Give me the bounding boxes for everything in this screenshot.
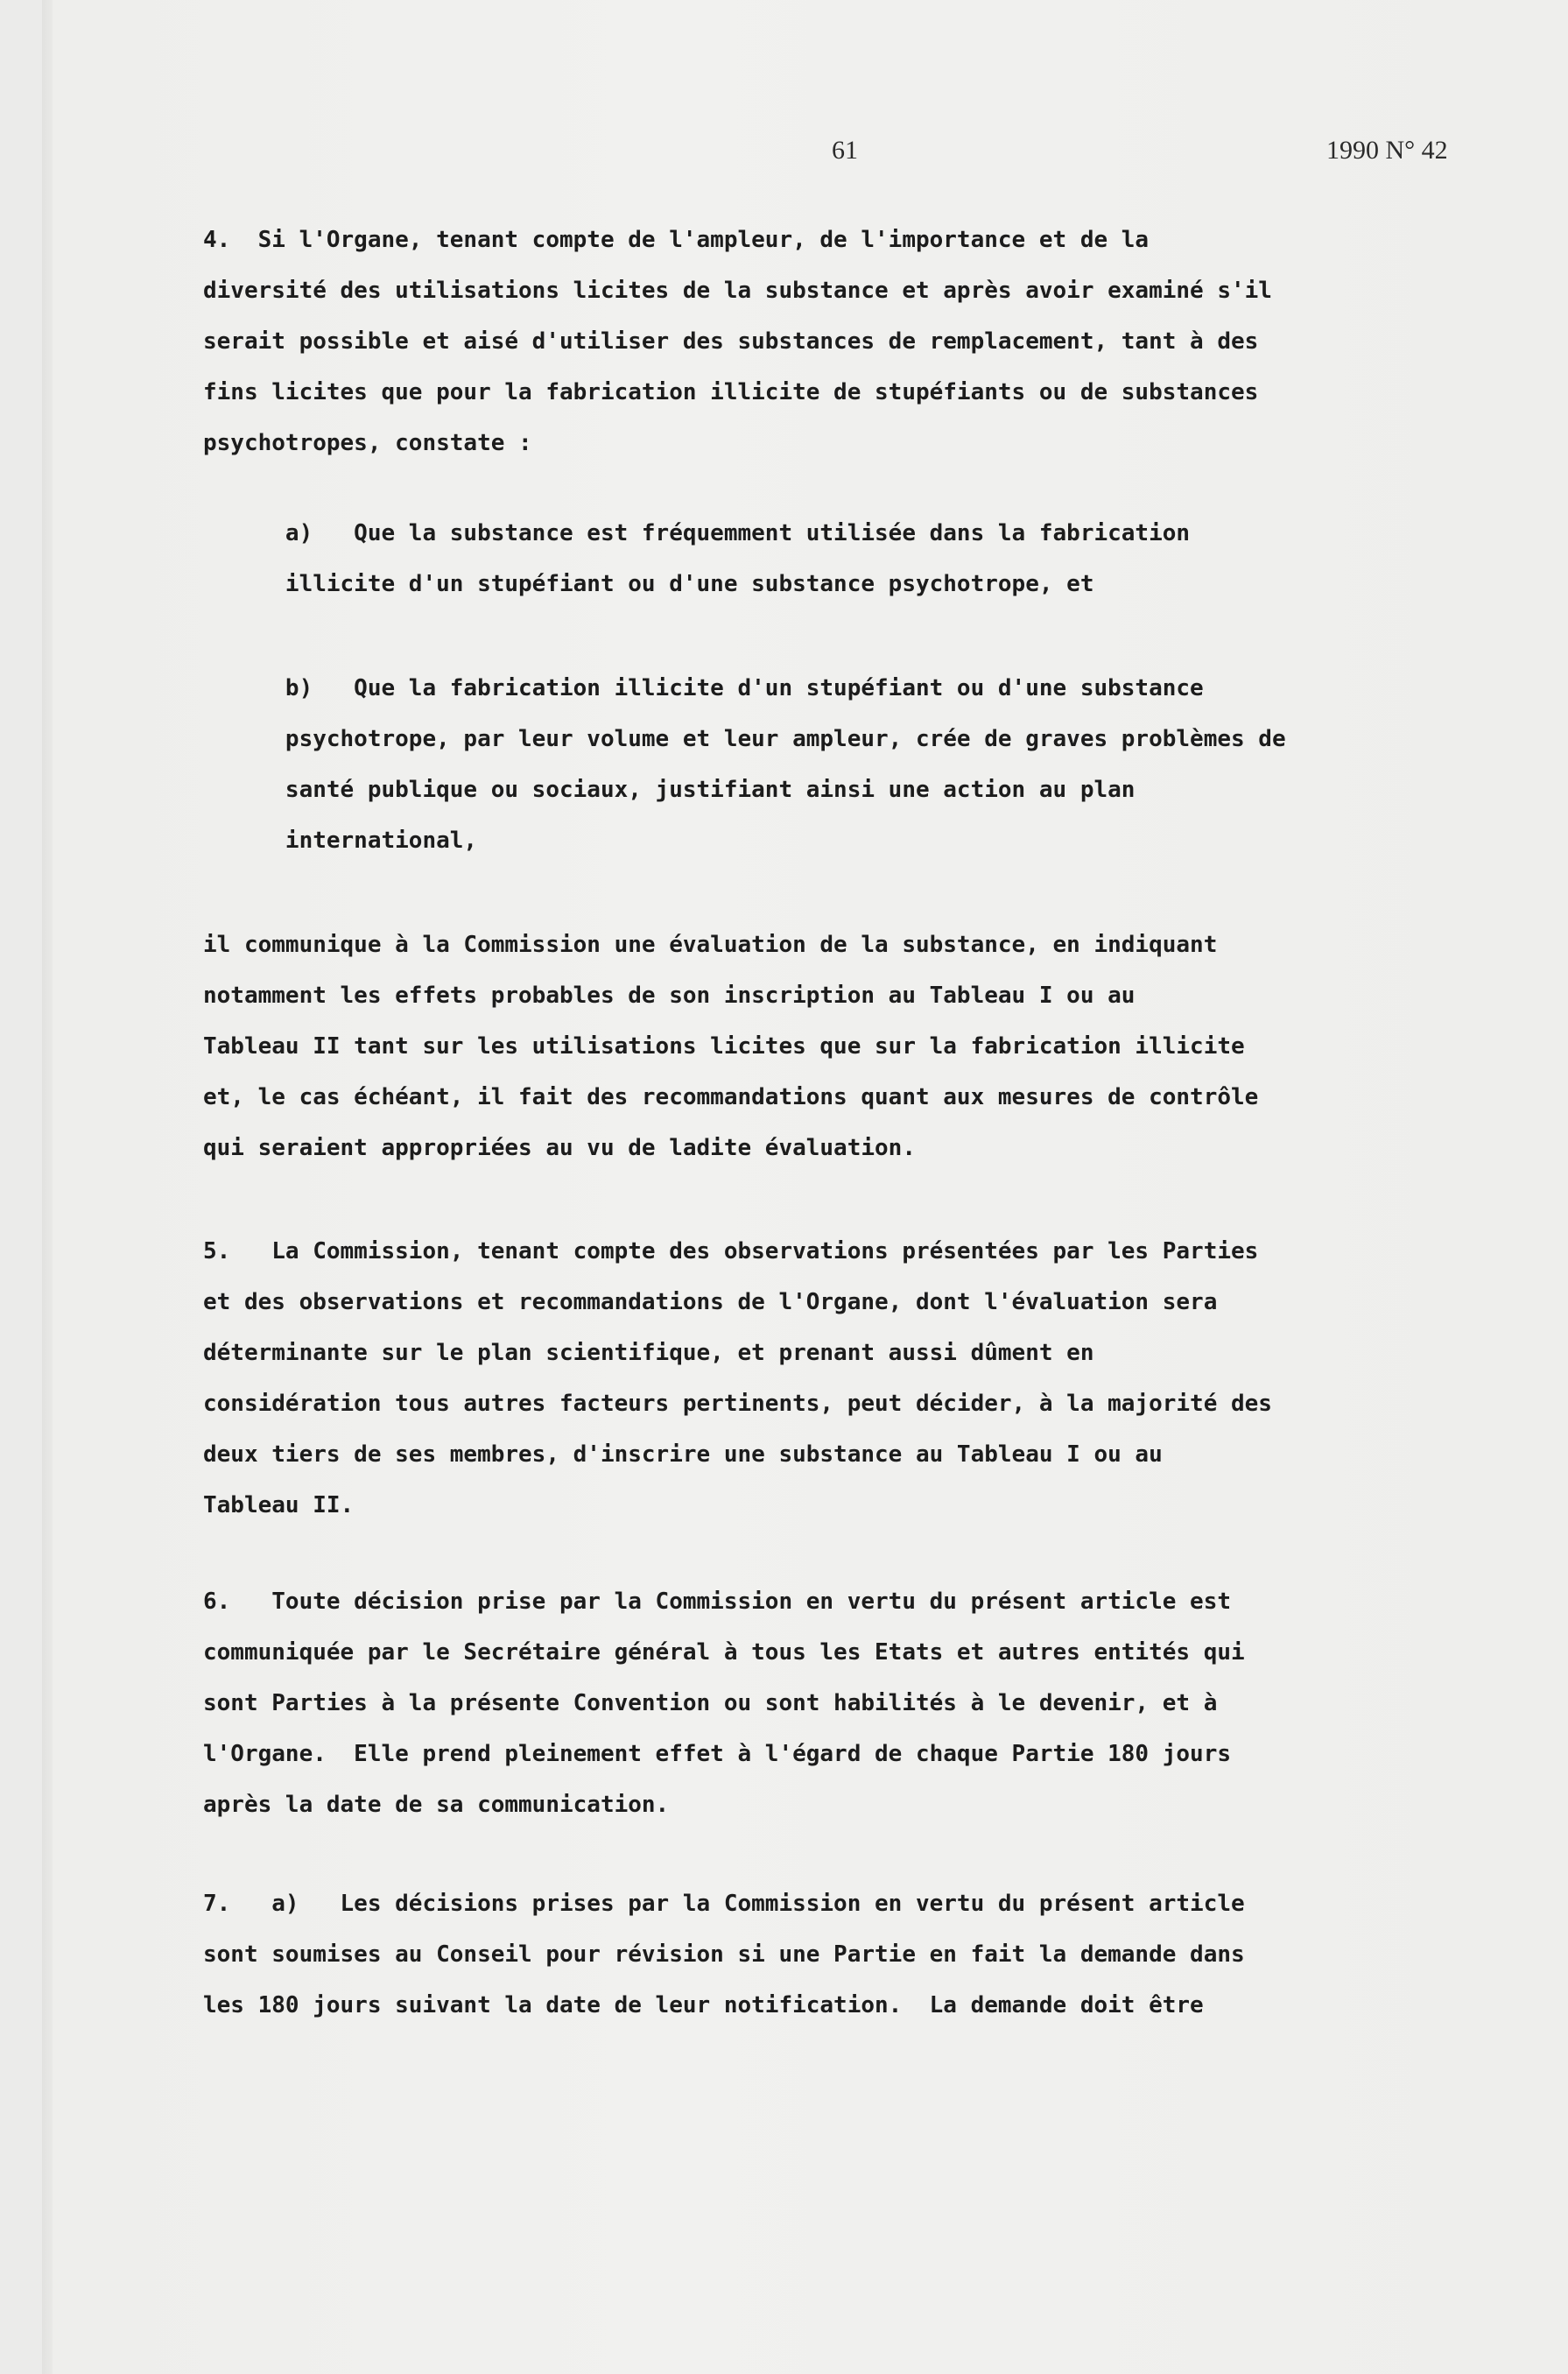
text-line: qui seraient appropriées au vu de ladite évaluation. [203, 1135, 916, 1161]
text-line: psychotrope, par leur volume et leur ampleur, crée de graves problèmes de [203, 726, 1286, 752]
text-line: psychotropes, constate : [203, 430, 532, 456]
text-line: déterminante sur le plan scientifique, et prenant aussi dûment en [203, 1340, 1094, 1366]
paragraph-p4a [203, 508, 1490, 609]
text-line: serait possible et aisé d'utiliser des substances de remplacement, tant à des [203, 328, 1259, 355]
text-line: 7. a) Les décisions prises par la Commission en vertu du présent article [203, 1891, 1245, 1917]
text-line: notamment les effets probables de son inscription au Tableau I ou au [203, 983, 1136, 1009]
text-line: illicite d'un stupéfiant ou d'une substance psychotrope, et [203, 571, 1094, 597]
text-line: l'Organe. Elle prend pleinement effet à l'égard de chaque Partie 180 jours [203, 1741, 1231, 1767]
text-line: et des observations et recommandations de l'Organe, dont l'évaluation sera [203, 1289, 1218, 1315]
text-line: Tableau II. [203, 1492, 355, 1518]
text-line: Tableau II tant sur les utilisations licites que sur la fabrication illicite [203, 1033, 1245, 1060]
text-line: international, [203, 828, 478, 854]
paragraph-p4-cont [203, 919, 1490, 1173]
text-line: b) Que la fabrication illicite d'un stupéfiant ou d'une substance [203, 675, 1204, 701]
text-line: 4. Si l'Organe, tenant compte de l'ampleur, de l'importance et de la [203, 227, 1150, 253]
text-line: santé publique ou sociaux, justifiant ainsi une action au plan [203, 777, 1136, 803]
text-line: deux tiers de ses membres, d'inscrire une substance au Tableau I ou au [203, 1441, 1163, 1468]
text-line: sont Parties à la présente Convention ou sont habilités à le devenir, et à [203, 1690, 1218, 1716]
text-line: diversité des utilisations licites de la substance et après avoir examiné s'il [203, 278, 1272, 304]
document-reference: 1990 N° 42 [1326, 136, 1448, 165]
page-number: 61 [832, 136, 858, 165]
text-line: fins licites que pour la fabrication illicite de stupéfiants ou de substances [203, 379, 1259, 405]
text-line: 5. La Commission, tenant compte des observations présentées par les Parties [203, 1238, 1259, 1264]
text-line: a) Que la substance est fréquemment utilisée dans la fabrication [203, 520, 1191, 546]
text-line: considération tous autres facteurs pertinents, peut décider, à la majorité des [203, 1391, 1272, 1417]
paragraph-p7 [203, 1878, 1490, 2031]
text-line: 6. Toute décision prise par la Commission en vertu du présent article est [203, 1589, 1231, 1615]
text-line: communiquée par le Secrétaire général à tous les Etats et autres entités qui [203, 1639, 1245, 1666]
text-line: après la date de sa communication. [203, 1792, 670, 1818]
text-line: il communique à la Commission une évaluation de la substance, en indiquant [203, 932, 1218, 958]
paragraph-p4 [203, 215, 1490, 468]
text-line: les 180 jours suivant la date de leur notification. La demande doit être [203, 1992, 1204, 2018]
text-line: et, le cas échéant, il fait des recommandations quant aux mesures de contrôle [203, 1084, 1259, 1110]
text-line: sont soumises au Conseil pour révision si une Partie en fait la demande dans [203, 1941, 1245, 1968]
paragraph-p6 [203, 1576, 1490, 1830]
paragraph-p5 [203, 1226, 1490, 1531]
paragraph-p4b [203, 663, 1490, 866]
